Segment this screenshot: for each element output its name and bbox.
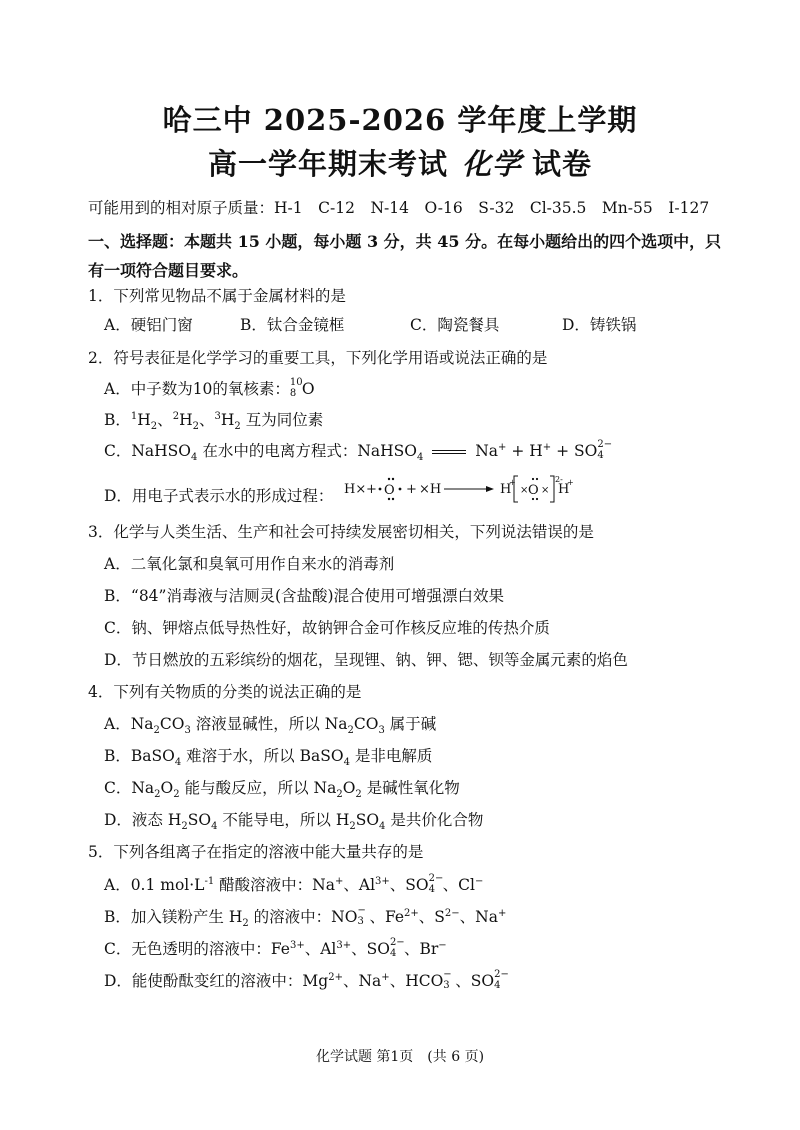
q4-option-d: D．液态 $H_2SO_4$ 不能导电，所以 $H_2SO_4$ 是共价化合物: [104, 811, 484, 833]
water-formation-electron-dot-diagram: [344, 472, 574, 506]
equals-sign: [432, 450, 466, 454]
q2-option-d: D．用电子式表示水的形成过程：: [104, 487, 334, 505]
atomic-mass-line: [88, 196, 709, 218]
svg-text:+: +: [366, 482, 377, 497]
svg-text:+: +: [406, 482, 417, 497]
q5-option-c: C．无色透明的溶液中：$Fe^{3+}$、$Al^{3+}$、SO 2− 4 、Br−: [104, 937, 447, 959]
exam-title-paper: 试卷: [532, 147, 593, 181]
exam-title-line2: [0, 142, 800, 183]
q5-option-a: A．0.1 $mol\cdot L^{-1}$ 醋酸溶液中：Na+、$Al^{3+}$、SO 2− 4 、Cl−: [104, 873, 484, 895]
svg-text:O: O: [528, 483, 539, 498]
svg-text:×: ×: [520, 485, 529, 496]
section1-instruction-1: 一、选择题：本题共 15 小题，每小题 3 分，共 45 分。在每小题给出的四个选项中，只: [88, 232, 722, 251]
page-footer: 化学试题 第1页 (共 6 页): [315, 1049, 485, 1065]
q3-option-d: D．节日燃放的五彩缤纷的烟花，呈现锂、钠、钾、锶、钡等金属元素的焰色: [104, 651, 628, 669]
svg-text:H: H: [500, 482, 512, 497]
q1-options: [104, 313, 636, 335]
q4-option-a: A．$Na_2CO_3$ 溶液显碱性，所以 $Na_2CO_3$ 属于碱: [104, 715, 437, 737]
q5-option-b: B．加入镁粉产生 $H_2$ 的溶液中：NO − 3 、$Fe^{2+}$、$S^{2-}$、Na+: [104, 905, 507, 930]
svg-text:H×: H×: [344, 482, 367, 497]
svg-text:H: H: [558, 482, 570, 497]
svg-text:×H: ×H: [419, 482, 442, 497]
q4-stem: 4．下列有关物质的分类的说法正确的是: [88, 683, 362, 701]
q3-option-b: B．“84”消毒液与洁厕灵(含盐酸)混合使用可增强漂白效果: [104, 587, 505, 605]
q4-option-b: B．BaSO$_4$ 难溶于水，所以 BaSO$_4$ 是非电解质: [104, 747, 433, 769]
q2-option-c: C．NaHSO$_4$ 在水中的电离方程式：NaHSO$_4$ Na+ + H+ + SO 2− 4: [104, 439, 613, 464]
section1-instruction-2: 有一项符合题目要求。: [88, 261, 249, 280]
q1-option-a: A．硬铝门窗: [104, 316, 193, 334]
svg-text:×: ×: [541, 485, 550, 496]
q3-stem: 3．化学与人类生活、生产和社会可持续发展密切相关，下列说法错误的是: [88, 523, 594, 541]
exam-title-line1: 哈三中 2025-2026 学年度上学期: [162, 103, 638, 137]
q5-option-d: D．能使酚酞变红的溶液中：$Mg^{2+}$、Na+、HCO − 3 、SO 2− 4: [104, 969, 509, 991]
exam-title-grade: 高一学年期末考试: [207, 147, 448, 181]
q2-option-a: A．中子数为10的氧核素： 10 8 O: [104, 377, 315, 399]
exam-title-subject: 化学: [461, 147, 522, 181]
svg-text:2-: 2-: [555, 475, 563, 484]
q1-stem: 1．下列常见物品不属于金属材料的是: [88, 287, 346, 305]
q1-option-c: C．陶瓷餐具: [410, 316, 500, 334]
q3-option-c: C．钠、钾熔点低导热性好，故钠钾合金可作核反应堆的传热介质: [104, 619, 550, 637]
q3-option-a: A．二氧化氯和臭氧可用作自来水的消毒剂: [104, 555, 395, 573]
q1-option-d: D．铸铁锅: [562, 316, 637, 334]
q4-option-c: C．$Na_2O_2$ 能与酸反应，所以 $Na_2O_2$ 是碱性氧化物: [104, 779, 460, 801]
svg-text:+: +: [567, 478, 574, 487]
q2-stem: 2．符号表征是化学学习的重要工具，下列化学用语或说法正确的是: [88, 349, 548, 367]
q2-option-b: B．$^1H_2$、$^2H_2$、$^3H_2$ 互为同位素: [104, 410, 324, 433]
q5-stem: 5．下列各组离子在指定的溶液中能大量共存的是: [88, 843, 424, 861]
atomic-mass-values: H-1 C-12 N-14 O-16 S-32 Cl-35.5 Mn-55 I-127: [274, 199, 710, 217]
svg-text:+: +: [509, 478, 516, 487]
atomic-mass-label: 可能用到的相对原子质量：: [88, 199, 275, 217]
q1-option-b: B．钛合金镜框: [240, 316, 345, 334]
svg-text:O: O: [384, 483, 395, 498]
